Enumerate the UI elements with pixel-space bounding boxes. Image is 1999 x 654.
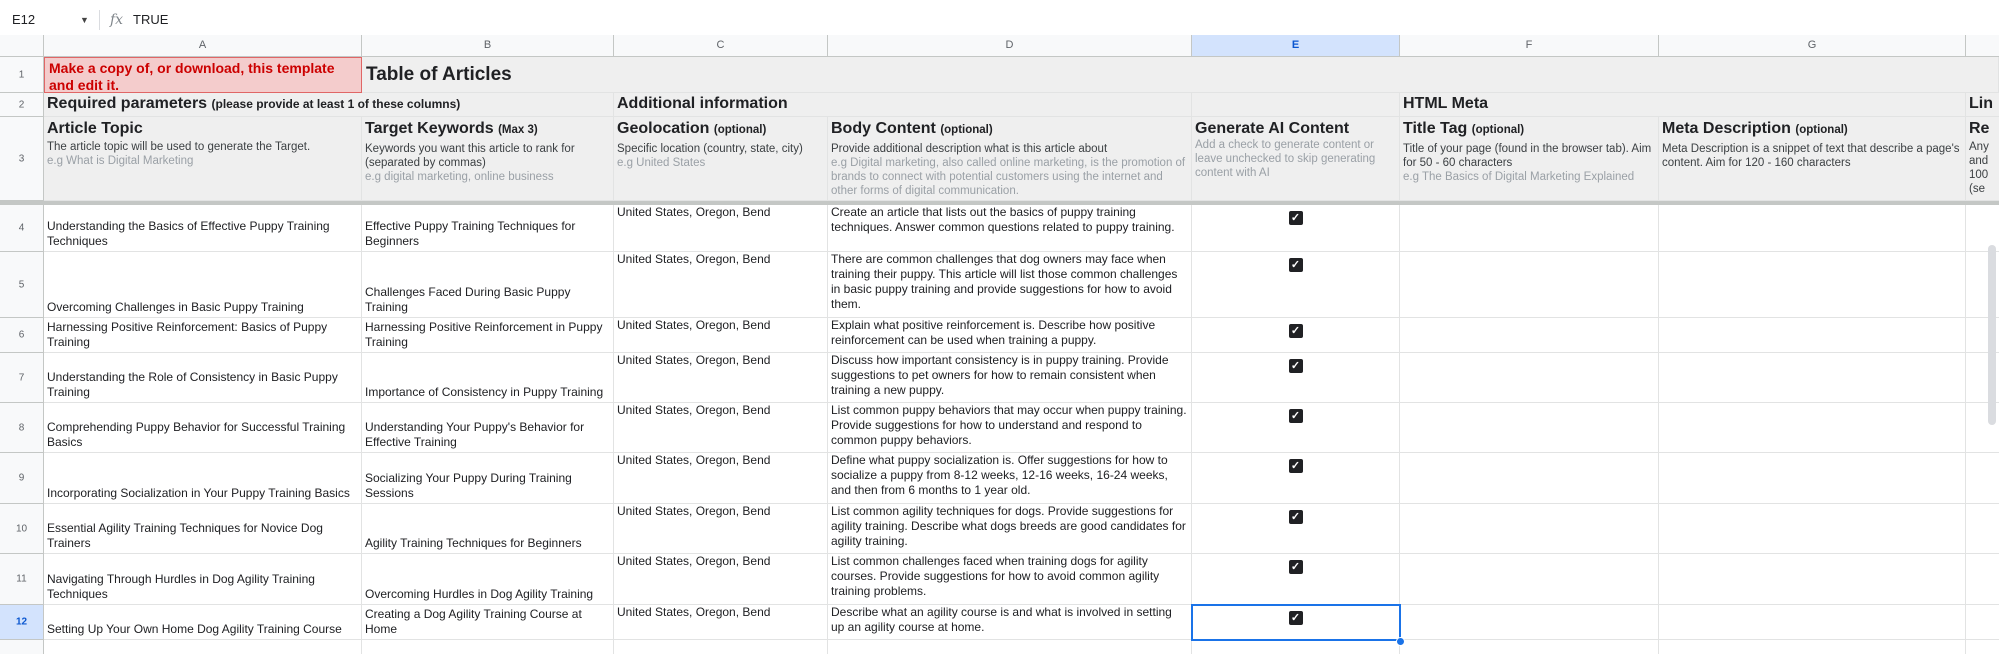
article-topic-cell: Incorporating Socialization in Your Puppy Training Basics — [47, 486, 350, 500]
geolocation-cell[interactable]: United States, Oregon, Bend — [614, 252, 828, 318]
table-row-cell[interactable] — [362, 252, 614, 318]
title-tag-cell[interactable] — [1400, 504, 1659, 554]
title-tag-sub: (optional) — [1471, 124, 1525, 136]
body-content-cell[interactable]: Describe what an agility course is and what is involved in setting up an agility course at home. — [828, 605, 1192, 640]
row-header-1[interactable]: 1 — [0, 57, 44, 93]
table-row-cell[interactable] — [362, 318, 614, 353]
ai-checkbox-cell[interactable] — [1192, 318, 1400, 353]
meta-description-cell[interactable] — [1659, 318, 1966, 353]
fill-handle[interactable] — [1396, 637, 1405, 646]
header-cut-column[interactable] — [1966, 117, 1999, 201]
geolocation-cell[interactable]: United States, Oregon, Bend — [614, 205, 828, 252]
html-meta-section[interactable]: HTML Meta — [1400, 93, 1966, 117]
meta-description-desc: Meta Description is a snippet of text that describe a page's content. Aim for 120 - 160 characters — [1662, 143, 1960, 169]
row-header-2[interactable]: 2 — [0, 93, 44, 117]
ai-checkbox-cell[interactable] — [1192, 554, 1400, 605]
ai-checkbox-cell[interactable] — [1192, 453, 1400, 504]
sheet-title[interactable]: Table of Articles — [362, 57, 1999, 93]
table-row-cell[interactable] — [44, 403, 362, 453]
body-content-cell[interactable]: Create an article that lists out the basics of puppy training techniques. Answer common questions related to puppy training. — [828, 205, 1192, 252]
article-topic-cell: Understanding the Role of Consistency in Basic Puppy Training — [47, 370, 338, 399]
table-row-cell[interactable] — [362, 554, 614, 605]
geolocation-example: e.g United States — [617, 157, 706, 169]
cut-column-cell[interactable] — [1966, 605, 1999, 640]
table-row-cell[interactable] — [362, 453, 614, 504]
title-tag-cell[interactable] — [1400, 318, 1659, 353]
meta-description-cell[interactable] — [1659, 605, 1966, 640]
target-keywords-cell: Creating a Dog Agility Training Course at Home — [365, 607, 582, 636]
checkbox[interactable]: ✓ — [1289, 324, 1303, 338]
geolocation-cell[interactable]: United States, Oregon, Bend — [614, 403, 828, 453]
geolocation-sub: (optional) — [713, 124, 767, 136]
body-content-cell[interactable]: List common challenges faced when training dogs for agility courses. Provide suggestions for how to avoid common agility training problems. — [828, 554, 1192, 605]
required-parameters-title: Required parameters — [47, 95, 208, 112]
geolocation-cell[interactable]: United States, Oregon, Bend — [614, 504, 828, 554]
target-keywords-example: e.g digital marketing, online business — [365, 171, 554, 183]
article-topic-cell: Overcoming Challenges in Basic Puppy Training — [47, 300, 304, 314]
table-row-cell[interactable] — [362, 353, 614, 403]
title-tag-cell[interactable] — [1400, 605, 1659, 640]
target-keywords-cell: Overcoming Hurdles in Dog Agility Training — [365, 587, 594, 601]
meta-description-cell[interactable] — [1659, 504, 1966, 554]
geolocation-cell[interactable]: United States, Oregon, Bend — [614, 353, 828, 403]
target-keywords-sub: (Max 3) — [498, 124, 538, 136]
geolocation-cell[interactable]: United States, Oregon, Bend — [614, 605, 828, 640]
formula-bar — [0, 0, 1999, 40]
checkbox[interactable]: ✓ — [1289, 258, 1303, 272]
header-title-tag[interactable] — [1400, 117, 1659, 201]
article-topic-cell: Navigating Through Hurdles in Dog Agility Training Techniques — [47, 572, 315, 601]
target-keywords-desc: Keywords you want this article to rank for (separated by commas) — [365, 143, 575, 169]
row-header-12[interactable]: 12 — [0, 605, 44, 640]
geolocation-title: Geolocation — [617, 120, 710, 137]
table-row-cell[interactable] — [44, 205, 362, 252]
target-keywords-cell: Harnessing Positive Reinforcement in Puppy Training — [365, 320, 603, 349]
checkbox[interactable]: ✓ — [1289, 611, 1303, 625]
header-article-topic[interactable] — [44, 117, 362, 201]
column-header-g[interactable]: G — [1659, 35, 1966, 57]
title-tag-cell[interactable] — [1400, 554, 1659, 605]
article-topic-cell: Comprehending Puppy Behavior for Successful Training Basics — [47, 420, 346, 449]
title-tag-cell[interactable] — [1400, 353, 1659, 403]
section-header-e[interactable] — [1192, 93, 1400, 117]
meta-description-cell[interactable] — [1659, 403, 1966, 453]
body-content-cell[interactable]: List common puppy behaviors that may occur when puppy training. Provide suggestions for how to understand and respond to common puppy behaviors. — [828, 403, 1192, 453]
row-header-4[interactable]: 4 — [0, 205, 44, 252]
meta-description-cell[interactable] — [1659, 252, 1966, 318]
table-row-cell[interactable] — [362, 403, 614, 453]
row-header-7[interactable]: 7 — [0, 353, 44, 403]
table-row-cell[interactable] — [362, 504, 614, 554]
ai-checkbox-cell[interactable] — [1192, 205, 1400, 252]
checkbox[interactable]: ✓ — [1289, 510, 1303, 524]
row-header-11[interactable]: 11 — [0, 554, 44, 605]
title-tag-cell[interactable] — [1400, 252, 1659, 318]
target-keywords-cell: Agility Training Techniques for Beginners — [365, 536, 582, 550]
target-keywords-cell: Challenges Faced During Basic Puppy Training — [365, 285, 571, 314]
table-row-cell[interactable] — [44, 353, 362, 403]
geolocation-cell[interactable]: United States, Oregon, Bend — [614, 318, 828, 353]
formula-bar-divider — [99, 10, 100, 30]
header-target-keywords[interactable] — [362, 117, 614, 201]
row-header-6[interactable]: 6 — [0, 318, 44, 353]
target-keywords-cell: Importance of Consistency in Puppy Training — [365, 385, 604, 399]
title-tag-title: Title Tag — [1403, 120, 1468, 137]
row-header-8[interactable]: 8 — [0, 403, 44, 453]
vertical-scrollbar[interactable] — [1988, 245, 1996, 425]
body-content-desc: Provide additional description what is this article about — [831, 143, 1108, 155]
checkbox[interactable]: ✓ — [1289, 459, 1303, 473]
cut-column-desc: Any and 100 (se — [1969, 141, 1989, 195]
cut-column-cell[interactable] — [1966, 504, 1999, 554]
ai-checkbox-cell[interactable] — [1192, 403, 1400, 453]
ai-checkbox-cell[interactable] — [1192, 252, 1400, 318]
empty-cell[interactable] — [614, 640, 828, 654]
row-header-13[interactable] — [0, 640, 44, 654]
function-icon: fx — [110, 12, 124, 28]
meta-description-sub: (optional) — [1795, 124, 1848, 136]
table-row-cell[interactable] — [44, 554, 362, 605]
generate-ai-desc: Add a check to generate content or leave unchecked to skip generating content with AI — [1195, 139, 1376, 179]
select-all-corner[interactable] — [0, 35, 44, 57]
target-keywords-title: Target Keywords — [365, 120, 494, 137]
column-header-a[interactable]: A — [44, 35, 362, 57]
header-generate-ai-content[interactable] — [1192, 117, 1400, 201]
copy-template-note[interactable]: Make a copy of, or download, this template and edit it. — [44, 57, 362, 93]
table-row-cell[interactable] — [362, 205, 614, 252]
title-tag-example: e.g The Basics of Digital Marketing Explained — [1403, 171, 1635, 183]
body-content-cell[interactable]: There are common challenges that dog owners may face when training their puppy. This article will list those common challenges in basic puppy training and provide suggestions for how to avoid them. — [828, 252, 1192, 318]
spreadsheet-grid — [0, 35, 1999, 654]
geolocation-cell[interactable]: United States, Oregon, Bend — [614, 554, 828, 605]
meta-description-title: Meta Description — [1662, 120, 1791, 137]
table-row-cell[interactable] — [44, 318, 362, 353]
header-geolocation[interactable] — [614, 117, 828, 201]
cut-column-title: Re — [1969, 120, 1990, 137]
ai-checkbox-cell[interactable] — [1192, 353, 1400, 403]
column-header-f[interactable]: F — [1400, 35, 1659, 57]
body-content-title: Body Content — [831, 120, 936, 137]
title-tag-desc: Title of your page (found in the browser tab). Aim for 50 - 60 characters — [1403, 143, 1652, 169]
title-tag-cell[interactable] — [1400, 453, 1659, 504]
column-header-c[interactable]: C — [614, 35, 828, 57]
required-parameters-note: (please provide at least 1 of these columns) — [211, 97, 461, 111]
body-content-cell[interactable]: Define what puppy socialization is. Offer suggestions for how to socialize a puppy from 8-12 weeks, 12-16 weeks, 16-24 weeks, and then from 6 months to 1 year old. — [828, 453, 1192, 504]
article-topic-desc: The article topic will be used to generate the Target. — [47, 141, 311, 153]
generate-ai-title: Generate AI Content — [1195, 120, 1350, 137]
column-header-b[interactable]: B — [362, 35, 614, 57]
table-row-cell[interactable] — [362, 605, 614, 640]
required-parameters-section[interactable] — [44, 93, 614, 117]
checkbox[interactable]: ✓ — [1289, 359, 1303, 373]
empty-cell[interactable] — [44, 640, 362, 654]
header-meta-description[interactable] — [1659, 117, 1966, 201]
article-topic-example: e.g What is Digital Marketing — [47, 155, 194, 167]
column-header-h[interactable] — [1966, 35, 1999, 57]
body-content-cell[interactable]: Discuss how important consistency is in puppy training. Provide suggestions to pet owners for how to remain consistent when training a new puppy. — [828, 353, 1192, 403]
meta-description-cell[interactable] — [1659, 205, 1966, 252]
target-keywords-cell: Understanding Your Puppy's Behavior for Effective Training — [365, 420, 585, 449]
meta-description-cell[interactable] — [1659, 554, 1966, 605]
additional-information-section[interactable]: Additional information — [614, 93, 1192, 117]
article-topic-cell: Understanding the Basics of Effective Puppy Training Techniques — [47, 219, 330, 248]
empty-cell[interactable] — [1192, 640, 1400, 654]
checkbox[interactable]: ✓ — [1289, 211, 1303, 225]
links-section-cut[interactable]: Lin — [1966, 93, 1999, 117]
target-keywords-cell: Socializing Your Puppy During Training Sessions — [365, 471, 572, 500]
article-topic-title: Article Topic — [47, 120, 143, 137]
title-tag-cell[interactable] — [1400, 403, 1659, 453]
formula-input[interactable]: TRUE — [133, 12, 169, 27]
empty-cell[interactable] — [1400, 640, 1659, 654]
row-header-9[interactable]: 9 — [0, 453, 44, 504]
ai-checkbox-cell[interactable] — [1192, 605, 1400, 640]
body-content-cell[interactable]: Explain what positive reinforcement is. Describe how positive reinforcement can be used when training a puppy. — [828, 318, 1192, 353]
target-keywords-cell: Effective Puppy Training Techniques for Beginners — [365, 219, 576, 248]
geolocation-cell[interactable]: United States, Oregon, Bend — [614, 453, 828, 504]
ai-checkbox-cell[interactable] — [1192, 504, 1400, 554]
table-row-cell[interactable] — [44, 504, 362, 554]
empty-cell[interactable] — [828, 640, 1192, 654]
checkbox[interactable]: ✓ — [1289, 409, 1303, 423]
table-row-cell[interactable] — [44, 252, 362, 318]
geolocation-desc: Specific location (country, state, city) — [617, 143, 803, 155]
table-row-cell[interactable] — [44, 453, 362, 504]
column-header-e[interactable]: E — [1192, 35, 1400, 57]
title-tag-cell[interactable] — [1400, 205, 1659, 252]
row-header-5[interactable]: 5 — [0, 252, 44, 318]
article-topic-cell: Setting Up Your Own Home Dog Agility Training Course — [47, 622, 342, 636]
article-topic-cell: Harnessing Positive Reinforcement: Basics of Puppy Training — [47, 320, 328, 349]
body-content-sub: (optional) — [940, 124, 993, 136]
meta-description-cell[interactable] — [1659, 453, 1966, 504]
cut-column-cell[interactable] — [1966, 554, 1999, 605]
name-box[interactable]: E12 — [12, 12, 36, 27]
name-box-dropdown-icon[interactable]: ▼ — [80, 15, 89, 25]
row-header-10[interactable]: 10 — [0, 504, 44, 554]
checkbox[interactable]: ✓ — [1289, 560, 1303, 574]
row-header-3[interactable]: 3 — [0, 117, 44, 201]
header-body-content[interactable] — [828, 117, 1192, 201]
column-header-d[interactable]: D — [828, 35, 1192, 57]
meta-description-cell[interactable] — [1659, 353, 1966, 403]
body-content-example: e.g Digital marketing, also called online marketing, is the promotion of brands to connect with potential customers using the internet and other forms of digital communication. — [831, 157, 1186, 197]
empty-cell[interactable] — [1659, 640, 1966, 654]
table-row-cell[interactable] — [44, 605, 362, 640]
body-content-cell[interactable]: List common agility techniques for dogs. Provide suggestions for agility training. Describe what dogs breeds are good candidates for agility training. — [828, 504, 1192, 554]
empty-cell[interactable] — [362, 640, 614, 654]
cut-column-cell[interactable] — [1966, 453, 1999, 504]
article-topic-cell: Essential Agility Training Techniques for Novice Dog Trainers — [47, 521, 323, 550]
